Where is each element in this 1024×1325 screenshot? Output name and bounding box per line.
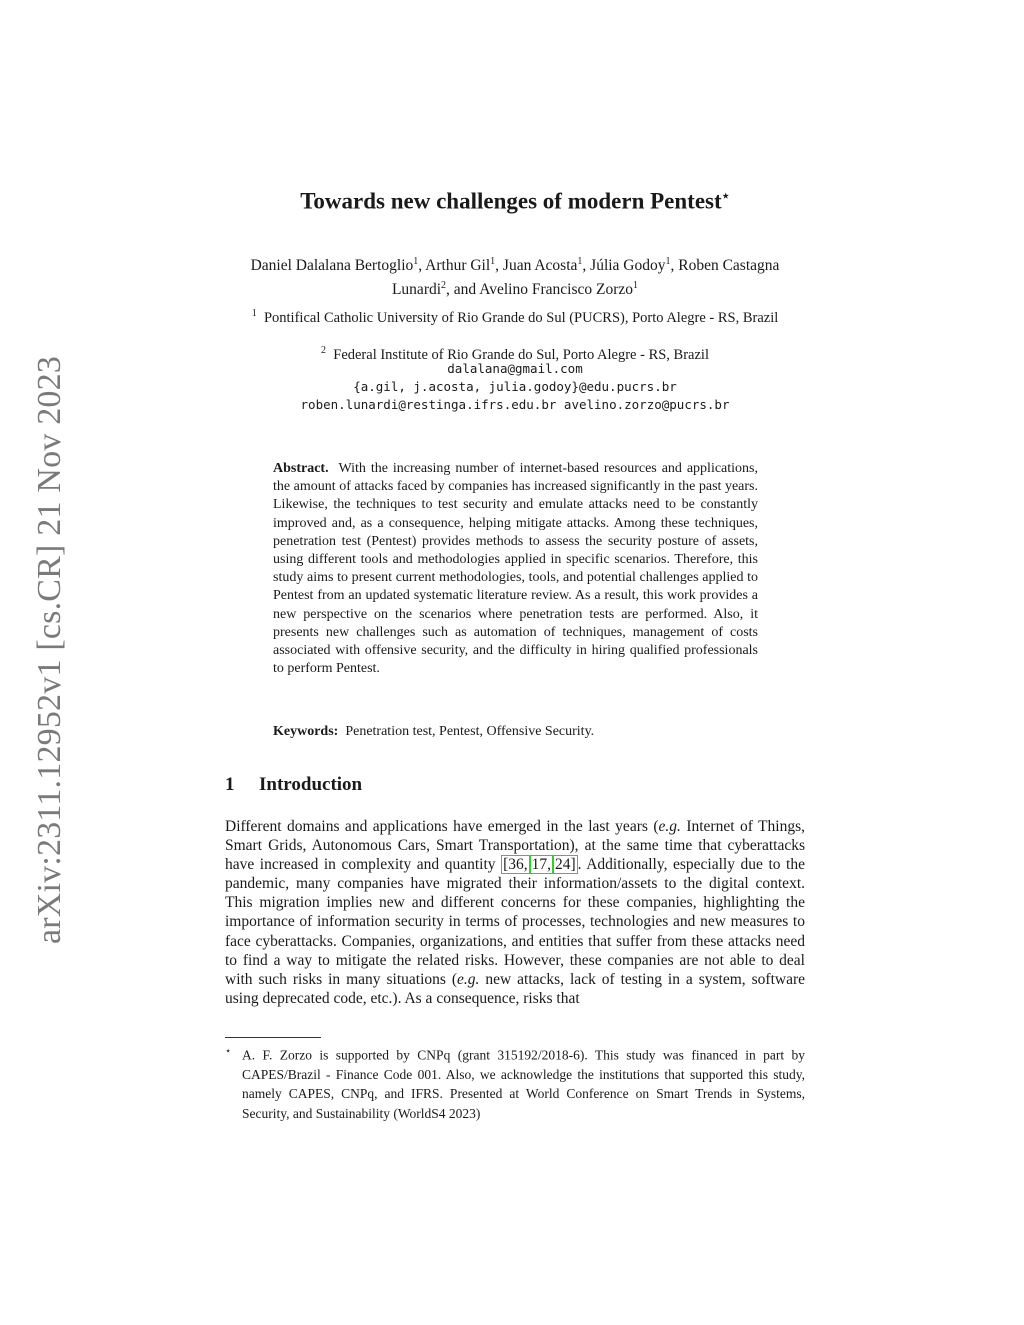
footnote-divider [225, 1037, 321, 1038]
affiliation-text: Pontifical Catholic University of Rio Grande do Sul (PUCRS), Porto Alegre - RS, Brazil [263, 309, 779, 326]
section-title: Introduction [259, 774, 363, 795]
author-affil-mark: 1 [413, 256, 419, 267]
keywords-label: Keywords: [273, 724, 339, 739]
body-text-run: new attacks, lack of testing in a system, software using deprecated code, etc.). As a consequence, risks that [225, 970, 805, 1007]
affiliation-mark: 2 [321, 345, 326, 356]
paper-title-text: Towards new challenges of modern Pentest [300, 188, 722, 214]
author-name: Daniel Dalalana Bertoglio [250, 257, 414, 275]
paper-title [160, 188, 870, 215]
footnote-mark: ⋆ [225, 1046, 232, 1057]
footnote-text: A. F. Zorzo is supported by CNPq (grant 315192/2018-6). This study was financed in part by CAPES/Brazil - Finance Code 001. Also, we acknowledge the institutions that supported this study, namely CAPES, CNPq, and IFRS. Presented at World Conference on Smart Trends in Systems, Security, and Sustainability (WorldS4 2023) [242, 1047, 805, 1121]
email-line-1: dalalana@gmail.com [447, 361, 583, 376]
body-text-run: Different domains and applications have emerged in the last years ( [225, 818, 659, 835]
citation-link[interactable]: 17, [531, 856, 551, 874]
email-line-2: {a.gil, j.acosta, julia.godoy}@edu.pucrs.br [353, 379, 677, 394]
author-affil-mark: 1 [577, 256, 583, 267]
body-text-run: Internet of Things, Smart Grids, Autonomous Cars, Smart Transportation), at the same time that cyberattacks have increased in complexity and quantity [225, 818, 805, 874]
citation-link[interactable]: 24] [554, 856, 576, 874]
affiliation-1 [225, 305, 805, 327]
keywords-text: Penetration test, Pentest, Offensive Security. [345, 724, 595, 739]
section-heading [225, 774, 362, 796]
arxiv-identifier-text: arXiv:2311.12952v1 [cs.CR] 21 Nov 2023 [31, 355, 68, 945]
abstract [273, 460, 758, 678]
author-list [225, 252, 805, 300]
author-name: , Juan Acosta [495, 257, 578, 275]
author-affil-mark: 1 [490, 256, 496, 267]
author-affil-mark: 1 [665, 256, 671, 267]
body-italic-run: e.g. [658, 818, 681, 835]
author-name: , and Avelino Francisco Zorzo [446, 281, 634, 299]
footnote [225, 1042, 805, 1123]
author-name: , Arthur Gil [418, 257, 491, 275]
keywords [273, 723, 758, 741]
body-text-run: . Additionally, especially due to the pandemic, many companies have migrated their information/assets to the digital context. This migration implies new and different concerns for these companies, highlighting the importance of information security in terms of processes, technologies and new measures to face cyberattacks. Companies, organizations, and entities that suffer from these attacks need to find a way to mitigate the related risks. However, these companies are not able to deal with such risks in many situations ( [225, 856, 805, 988]
affiliation-mark: 1 [251, 308, 257, 319]
author-name: , Roben Castagna Lunardi [391, 257, 780, 299]
email-line-3: roben.lunardi@restinga.ifrs.edu.br avelino.zorzo@pucrs.br [300, 397, 730, 412]
author-affil-mark: 1 [633, 280, 639, 292]
author-affil-mark: 2 [441, 280, 447, 292]
body-italic-run: e.g. [457, 970, 480, 988]
title-footnote-mark: ⋆ [721, 188, 730, 203]
body-paragraph [225, 817, 805, 1008]
citation-link[interactable]: [36, [503, 856, 528, 874]
affiliation-text: Federal Institute of Rio Grande do Sul, Porto Alegre - RS, Brazil [333, 346, 709, 363]
section-number: 1 [225, 774, 235, 795]
author-name: , Júlia Godoy [582, 257, 666, 275]
abstract-label: Abstract. [273, 461, 329, 476]
abstract-text: With the increasing number of internet-based resources and applications, the amount of attacks faced by companies has increased significantly in the past years. Likewise, the techniques to test security and emulate attacks need to be constantly improved and, as a consequence, helping mitigate attacks. Among these techniques, penetration test (Pentest) provides methods to assess the security posture of assets, using different tools and methodologies applied in specific scenarios. Therefore, this study aims to present current methodologies, tools, and potential challenges applied to Pentest from an updated systematic literature review. As a result, this work provides a new perspective on the scenarios where penetration tests are performed. Also, it presents new challenges such as automation of techniques, management of costs associated with offensive security, and the difficulty in hiring qualified professionals to perform Pentest. [273, 461, 758, 677]
